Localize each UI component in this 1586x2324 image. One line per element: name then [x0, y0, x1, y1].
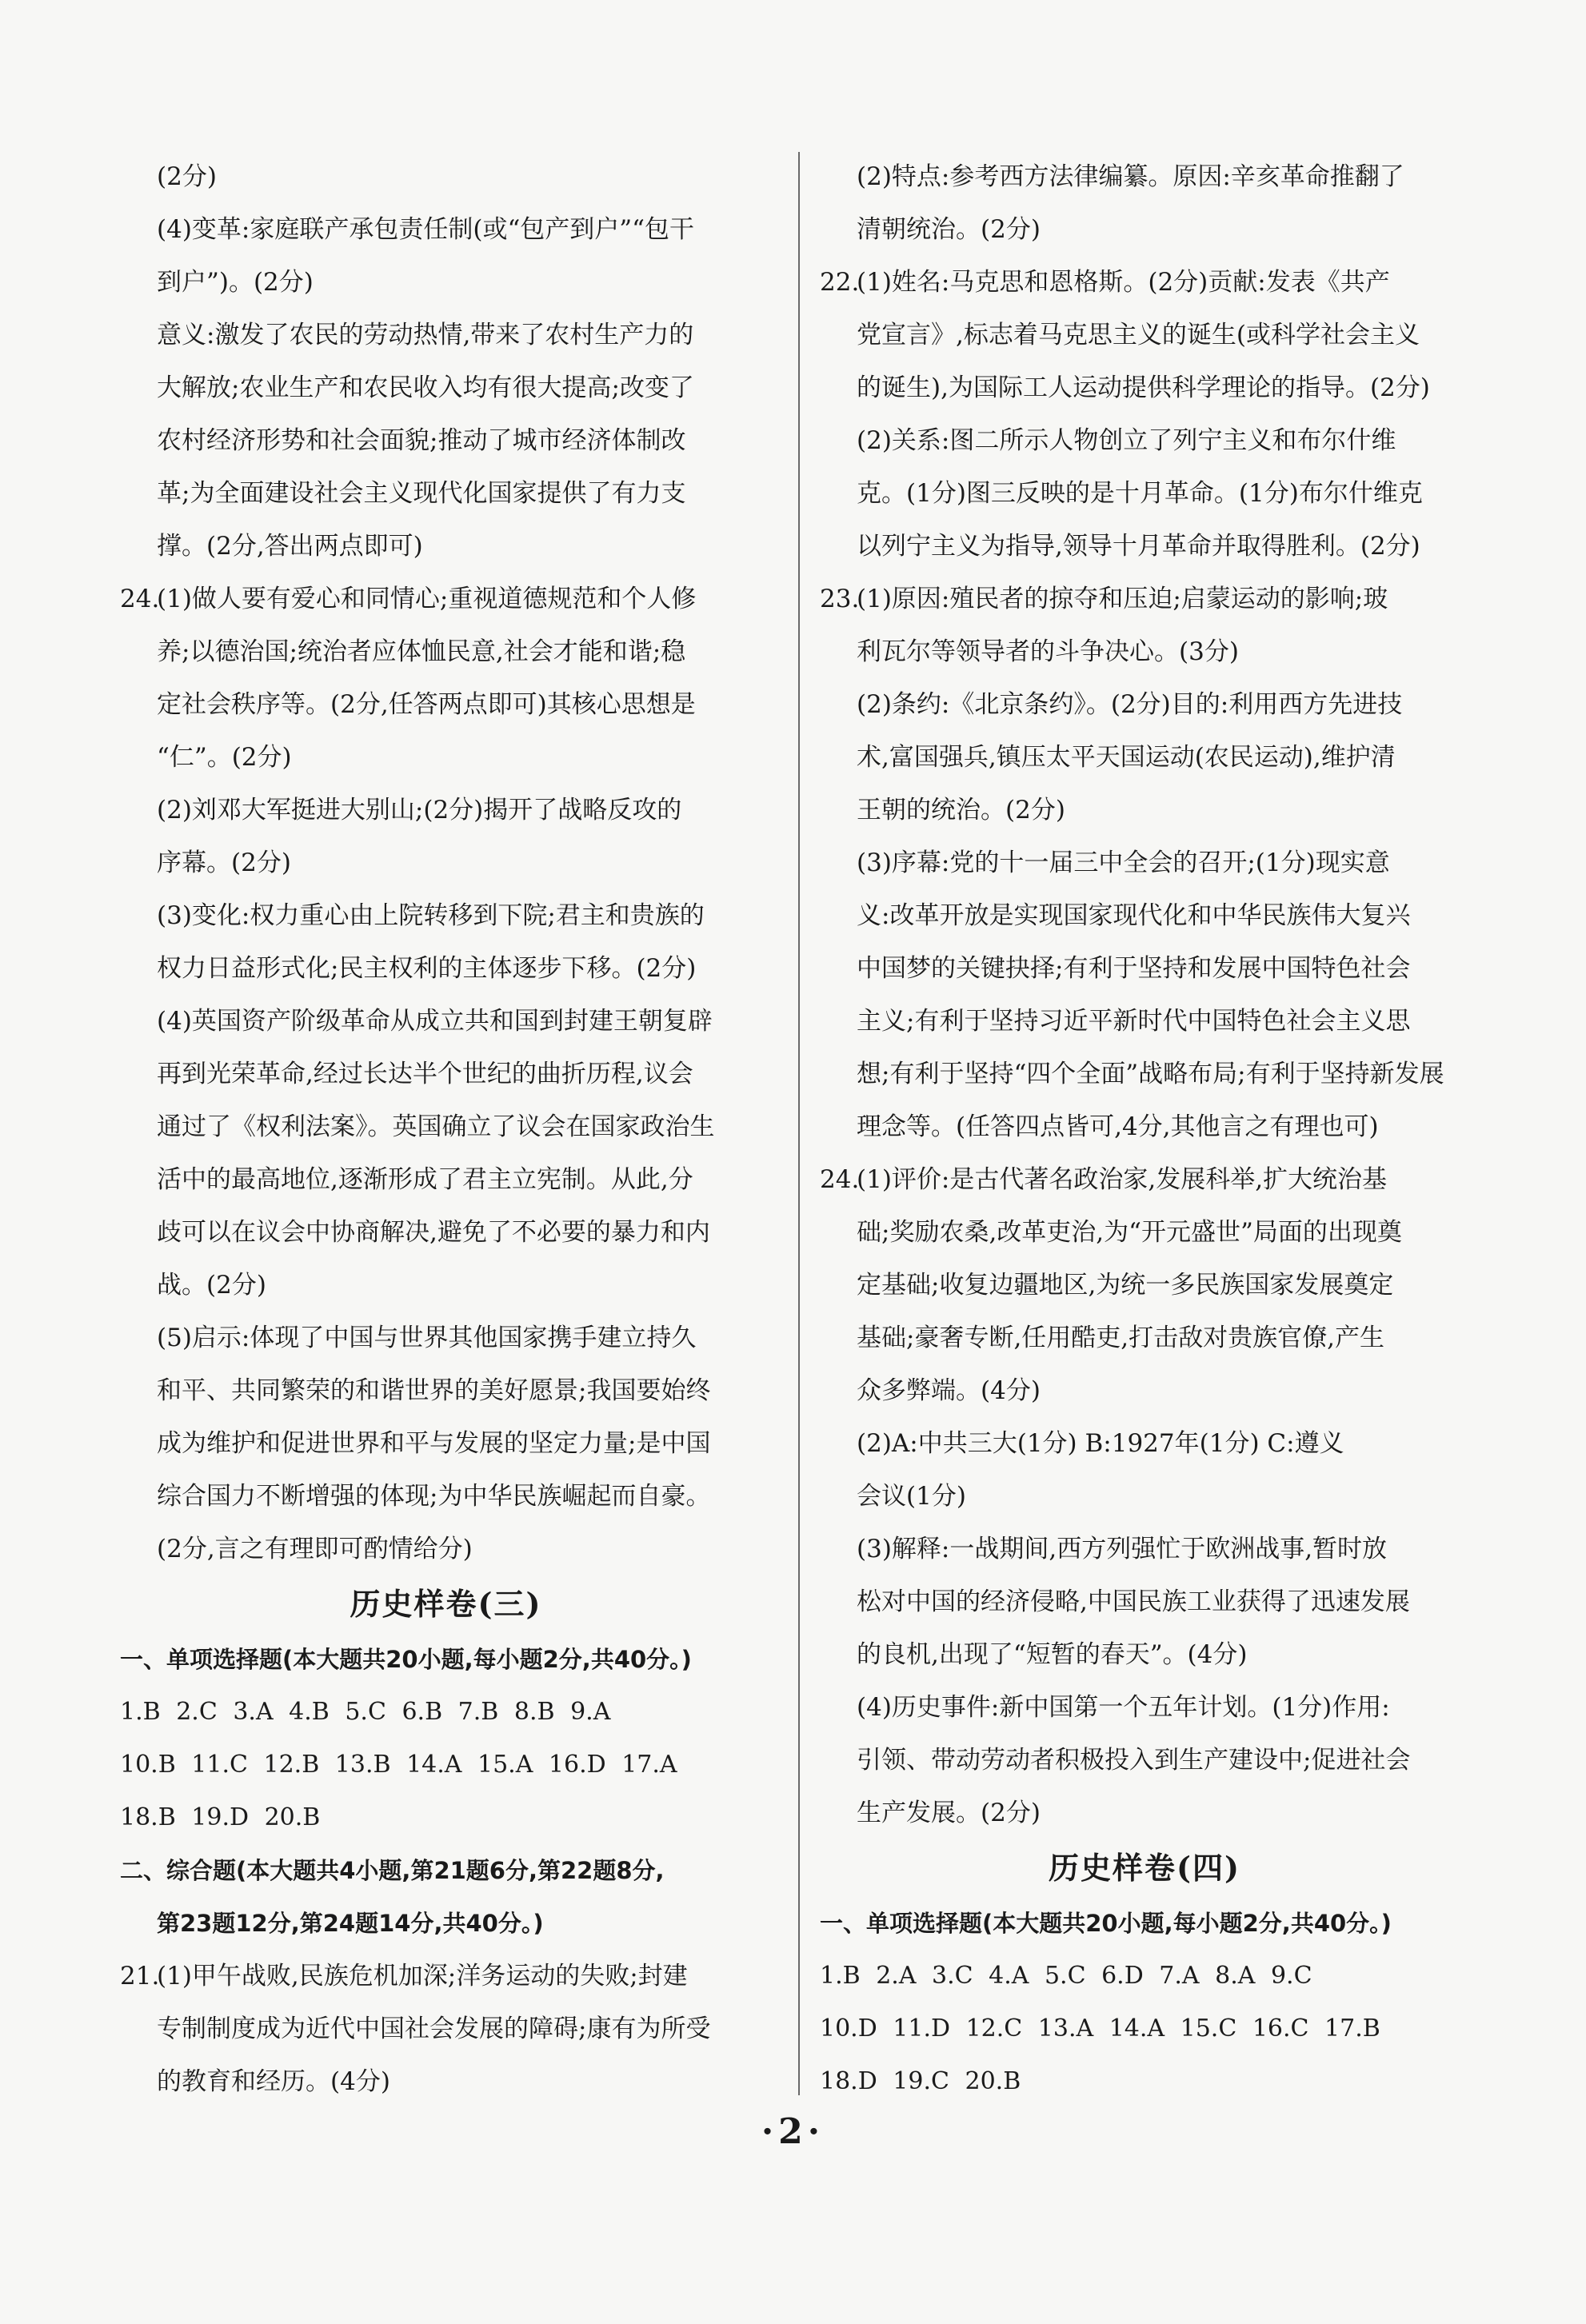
text-line: 党宣言》,标志着马克思主义的诞生(或科学社会主义: [857, 321, 1420, 349]
text-line: 主义;有利于坚持习近平新时代中国特色社会主义思: [857, 1007, 1411, 1036]
text-line: 革;为全面建设社会主义现代化国家提供了有力支: [157, 479, 686, 508]
text-line: 会议(1分): [857, 1482, 966, 1511]
text-line: 活中的最高地位,逐渐形成了君主立宪制。从此,分: [157, 1165, 693, 1194]
text-line: 通过了《权利法案》。英国确立了议会在国家政治生: [157, 1112, 715, 1141]
text-line: (3)解释:一战期间,西方列强忙于欧洲战事,暂时放: [857, 1535, 1388, 1563]
text-line: 专制制度成为近代中国社会发展的障碍;康有为所受: [157, 2015, 711, 2043]
text-line: 引领、带动劳动者积极投入到生产建设中;促进社会: [857, 1746, 1411, 1775]
question-number: 23.: [820, 585, 860, 613]
text-line: 的诞生),为国际工人运动提供科学理论的指导。(2分): [857, 373, 1430, 402]
text-line: 歧可以在议会中协商解决,避免了不必要的暴力和内: [157, 1218, 710, 1247]
text-line: 综合国力不断增强的体现;为中华民族崛起而自豪。: [157, 1482, 711, 1511]
answer-row: 10.D 11.D 12.C 13.A 14.A 15.C 16.C 17.B: [820, 2015, 1380, 2042]
text-line: 再到光荣革命,经过长达半个世纪的曲折历程,议会: [157, 1060, 693, 1088]
section-heading: 第23题12分,第24题14分,共40分。): [157, 1910, 544, 1937]
answer-row: 10.B 11.C 12.B 13.B 14.A 15.A 16.D 17.A: [120, 1751, 677, 1779]
question-24-line: [120, 573, 772, 625]
text-line: 松对中国的经济侵略,中国民族工业获得了迅速发展: [857, 1587, 1410, 1616]
text-line: 养;以德治国;统治者应体恤民意,社会才能和谐;稳: [157, 637, 686, 666]
text-span: (1)原因:殖民者的掠夺和压迫;启蒙运动的影响;玻: [857, 585, 1388, 613]
answer-row: 18.D 19.C 20.B: [820, 2067, 1021, 2095]
question-number: 24.: [820, 1165, 860, 1194]
text-line: 清朝统治。(2分): [857, 215, 1041, 244]
page-number: ·2·: [761, 2111, 825, 2152]
text-line: (2分): [157, 162, 217, 191]
text-line: (2分,言之有理即可酌情给分): [157, 1535, 473, 1563]
text-line: 础;奖励农桑,改革吏治,为“开元盛世”局面的出现奠: [857, 1218, 1402, 1247]
question-number: 22.: [820, 268, 860, 297]
answer-row: 1.B 2.A 3.C 4.A 5.C 6.D 7.A 8.A 9.C: [820, 1962, 1312, 1990]
text-line: (3)变化:权力重心由上院转移到下院;君主和贵族的: [157, 901, 705, 930]
text-line: 生产发展。(2分): [857, 1799, 1041, 1827]
text-line: 大解放;农业生产和农民收入均有很大提高;改变了: [157, 373, 694, 402]
text-line: 战。(2分): [157, 1271, 266, 1300]
text-line: “仁”。(2分): [157, 743, 292, 772]
text-line: (3)序幕:党的十一届三中全会的召开;(1分)现实意: [857, 849, 1390, 877]
text-line: 以列宁主义为指导,领导十月革命并取得胜利。(2分): [857, 532, 1420, 561]
text-line: 的教育和经历。(4分): [157, 2067, 390, 2096]
text-line: (2)关系:图二所示人物创立了列宁主义和布尔什维: [857, 426, 1396, 455]
text-line: (4)历史事件:新中国第一个五年计划。(1分)作用:: [857, 1693, 1390, 1722]
section-heading: 一、单项选择题(本大题共20小题,每小题2分,共40分。): [820, 1910, 1392, 1937]
left-column: [120, 150, 772, 2108]
text-line: (2)特点:参考西方法律编纂。原因:辛亥革命推翻了: [857, 162, 1404, 191]
text-line: (2)A:中共三大(1分) B:1927年(1分) C:遵义: [857, 1429, 1344, 1458]
text-span: (1)姓名:马克思和恩格斯。(2分)贡献:发表《共产: [857, 268, 1390, 297]
text-line: 撑。(2分,答出两点即可): [157, 532, 423, 561]
text-line: 中国梦的关键抉择;有利于坚持和发展中国特色社会: [857, 954, 1411, 983]
text-line: 定基础;收复边疆地区,为统一多民族国家发展奠定: [857, 1271, 1394, 1300]
text-line: 农村经济形势和社会面貌;推动了城市经济体制改: [157, 426, 686, 455]
question-number: 21.: [120, 1962, 160, 1991]
text-span: (1)评价:是古代著名政治家,发展科举,扩大统治基: [857, 1165, 1388, 1194]
text-span: (1)做人要有爱心和同情心;重视道德规范和个人修: [157, 585, 697, 613]
text-line: 基础;豪奢专断,任用酷吏,打击敌对贵族官僚,产生: [857, 1324, 1385, 1352]
text-line: 序幕。(2分): [157, 849, 291, 877]
answer-row: 18.B 19.D 20.B: [120, 1803, 321, 1831]
question-23-line: [820, 573, 1469, 625]
question-22-line: [820, 256, 1469, 309]
text-line: (4)英国资产阶级革命从成立共和国到封建王朝复辟: [157, 1007, 713, 1036]
text-line: (2)条约:《北京条约》。(2分)目的:利用西方先进技: [857, 690, 1403, 719]
text-line: (5)启示:体现了中国与世界其他国家携手建立持久: [157, 1324, 697, 1352]
text-line: 意义:激发了农民的劳动热情,带来了农村生产力的: [157, 321, 694, 349]
text-line: (4)变革:家庭联产承包责任制(或“包产到户”“包干: [157, 215, 694, 244]
paper-3-title: 历史样卷(三): [350, 1586, 542, 1622]
column-divider: [798, 152, 800, 2095]
right-column: [820, 150, 1469, 2108]
section-heading: 一、单项选择题(本大题共20小题,每小题2分,共40分。): [120, 1646, 692, 1673]
paper-4-title: 历史样卷(四): [1049, 1850, 1240, 1886]
text-line: 利瓦尔等领导者的斗争决心。(3分): [857, 637, 1239, 666]
text-line: 理念等。(任答四点皆可,4分,其他言之有理也可): [857, 1112, 1379, 1141]
text-line: 成为维护和促进世界和平与发展的坚定力量;是中国: [157, 1429, 711, 1458]
text-line: 王朝的统治。(2分): [857, 796, 1065, 825]
text-line: 想;有利于坚持“四个全面”战略布局;有利于坚持新发展: [857, 1060, 1444, 1088]
section-heading: 二、综合题(本大题共4小题,第21题6分,第22题8分,: [120, 1857, 665, 1884]
text-line: 术,富国强兵,镇压太平天国运动(农民运动),维护清: [857, 743, 1396, 772]
text-line: 义:改革开放是实现国家现代化和中华民族伟大复兴: [857, 901, 1411, 930]
text-line: 和平、共同繁荣的和谐世界的美好愿景;我国要始终: [157, 1376, 711, 1405]
text-line: 到户”)。(2分): [157, 268, 314, 297]
text-line: 定社会秩序等。(2分,任答两点即可)其核心思想是: [157, 690, 696, 719]
question-number: 24.: [120, 585, 160, 613]
text-line: 权力日益形式化;民主权利的主体逐步下移。(2分): [157, 954, 697, 983]
text-span: (1)甲午战败,民族危机加深;洋务运动的失败;封建: [157, 1962, 688, 1991]
answer-row: 1.B 2.C 3.A 4.B 5.C 6.B 7.B 8.B 9.A: [120, 1698, 611, 1726]
question-21-line: [120, 1950, 772, 2003]
text-line: (2)刘邓大军挺进大别山;(2分)揭开了战略反攻的: [157, 796, 682, 825]
text-line: 众多弊端。(4分): [857, 1376, 1041, 1405]
text-line: 克。(1分)图三反映的是十月革命。(1分)布尔什维克: [857, 479, 1423, 508]
text-line: 的良机,出现了“短暂的春天”。(4分): [857, 1640, 1248, 1669]
question-24-line: [820, 1153, 1469, 1206]
